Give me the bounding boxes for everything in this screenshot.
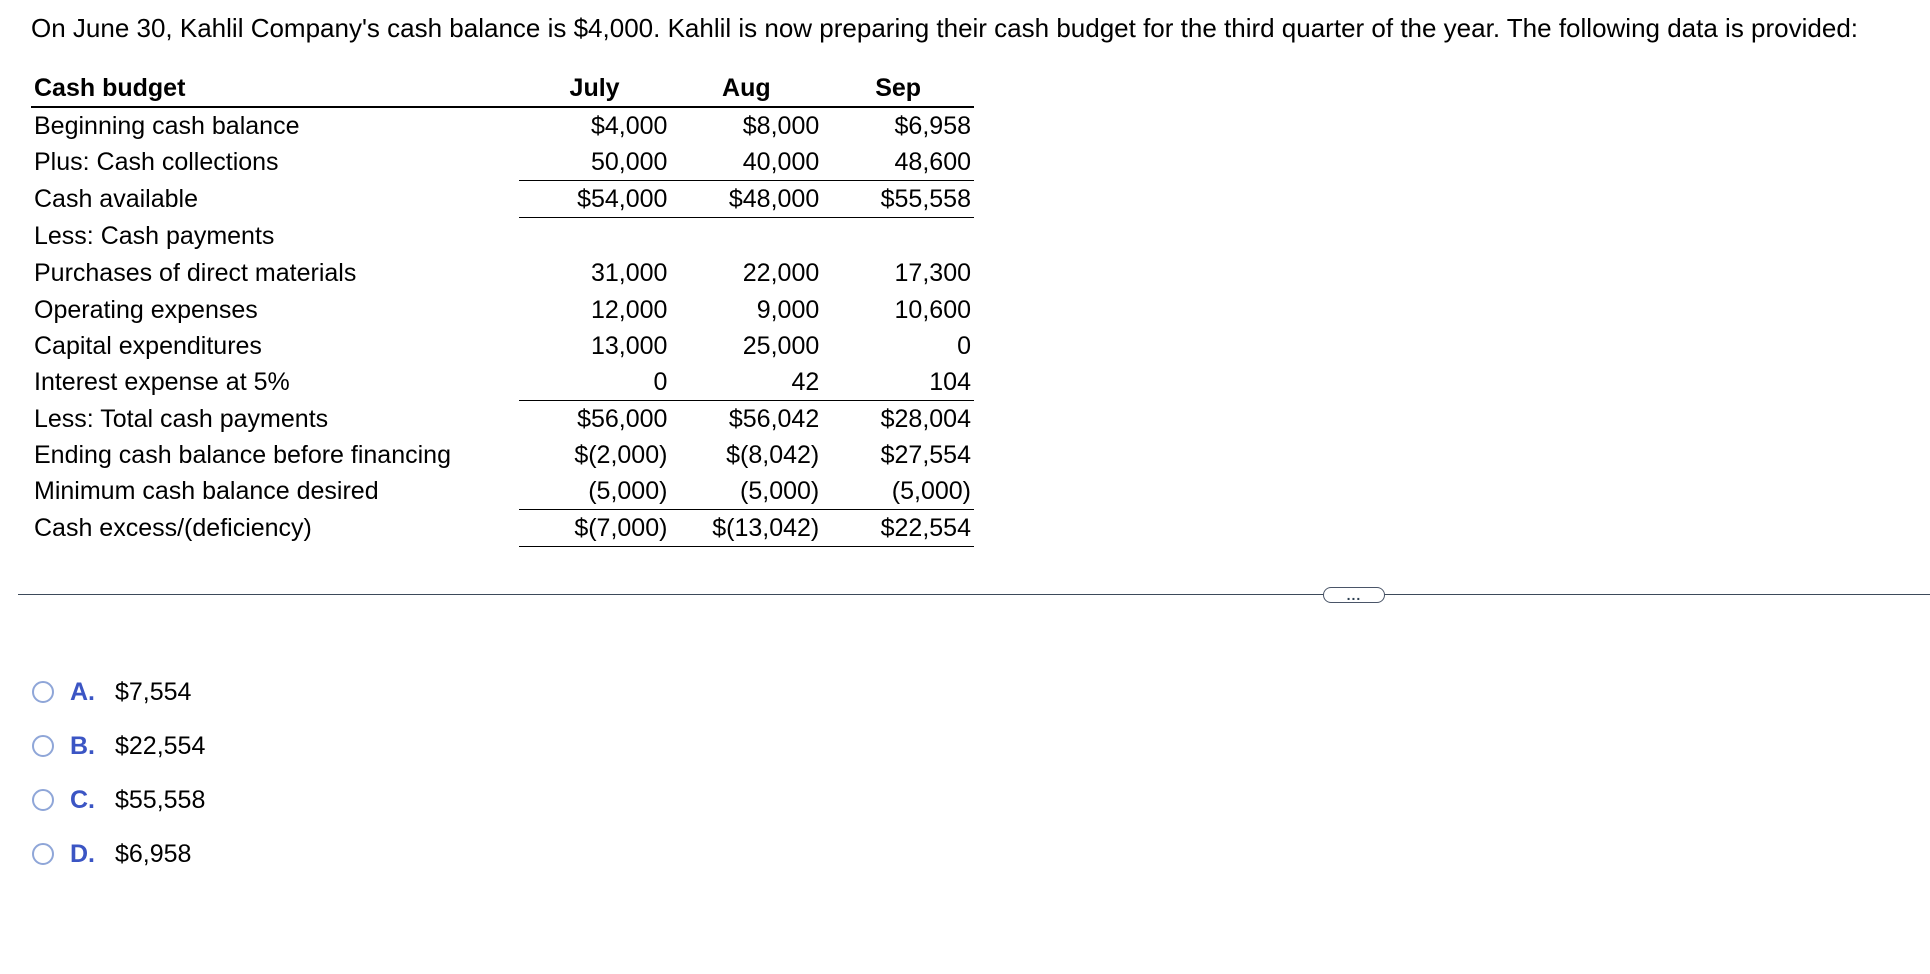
row-label: Cash excess/(deficiency) [34, 514, 312, 542]
option-text: $22,554 [115, 731, 206, 760]
cell-value: $4,000 [590, 112, 668, 140]
cell-value [822, 218, 974, 255]
cell-value: $22,554 [822, 510, 974, 547]
row-label: Plus: Cash collections [34, 148, 279, 177]
cell-value: 10,600 [894, 296, 971, 324]
cell-value: $56,000 [519, 401, 671, 438]
option-letter: C. [70, 785, 95, 814]
table-row [31, 292, 974, 328]
cell-value: $(8,042) [726, 441, 820, 469]
cell-value: $48,000 [670, 181, 822, 218]
row-label: Interest expense at 5% [34, 368, 290, 397]
table-row [31, 401, 974, 438]
row-label: Minimum cash balance desired [34, 477, 379, 506]
option-letter: B. [70, 731, 95, 760]
table-row [31, 144, 974, 181]
row-label: Ending cash balance before financing [34, 441, 451, 469]
radio-button-icon[interactable] [32, 735, 54, 757]
cell-value: $56,042 [670, 401, 822, 438]
cell-value: $(7,000) [519, 510, 671, 547]
cell-value: 22,000 [742, 259, 820, 287]
radio-button-icon[interactable] [32, 681, 54, 703]
column-header-aug: Aug [670, 70, 822, 107]
answer-options [32, 665, 205, 881]
option-b[interactable] [32, 719, 205, 773]
table-header-row [31, 70, 974, 107]
cell-value: (5,000) [740, 477, 820, 505]
table-row [31, 328, 974, 364]
cell-value: 48,600 [894, 148, 971, 176]
cell-value: 25,000 [742, 332, 820, 360]
option-letter: D. [70, 839, 95, 868]
cell-value [670, 218, 822, 255]
cell-value: $6,958 [894, 112, 971, 140]
cell-value: (5,000) [891, 477, 971, 505]
cash-budget-table [31, 70, 974, 547]
cell-value: $28,004 [822, 401, 974, 438]
expand-more-button[interactable]: ... [1323, 587, 1385, 603]
cell-value: 12,000 [590, 296, 668, 324]
table-row [31, 181, 974, 218]
column-header-july: July [519, 70, 671, 107]
section-divider [18, 594, 1930, 595]
cell-value: 0 [653, 368, 668, 396]
cell-value: $54,000 [519, 181, 671, 218]
radio-button-icon[interactable] [32, 789, 54, 811]
option-text: $7,554 [115, 677, 192, 706]
option-c[interactable] [32, 773, 205, 827]
cell-value: 31,000 [590, 259, 668, 287]
cell-value: 17,300 [894, 259, 971, 287]
cell-value: 9,000 [756, 296, 820, 324]
cell-value: $55,558 [822, 181, 974, 218]
option-text: $6,958 [115, 839, 192, 868]
cell-value: $(13,042) [670, 510, 822, 547]
cell-value: 40,000 [742, 148, 820, 176]
question-text: On June 30, Kahlil Company's cash balance is $4,000. Kahlil is now preparing their cash budget for the third quarter of the year. The following data is provided: [31, 13, 1859, 43]
cell-value: 13,000 [590, 332, 668, 360]
option-d[interactable] [32, 827, 205, 881]
table-row [31, 364, 974, 401]
row-label: Operating expenses [34, 296, 258, 324]
option-letter: A. [70, 677, 95, 706]
column-header-sep: Sep [822, 70, 974, 107]
cell-value: 104 [929, 368, 971, 396]
option-a[interactable] [32, 665, 205, 719]
table-row [31, 218, 974, 255]
table-row [31, 437, 974, 473]
row-label: Capital expenditures [34, 332, 262, 360]
row-label: Purchases of direct materials [34, 259, 357, 287]
cell-value: $27,554 [880, 441, 971, 469]
table-title: Cash budget [31, 70, 519, 107]
cell-value: 0 [957, 332, 971, 360]
row-label: Less: Total cash payments [34, 404, 329, 433]
row-label: Beginning cash balance [34, 112, 300, 140]
row-label: Cash available [34, 185, 198, 213]
cell-value: 50,000 [590, 148, 668, 176]
option-text: $55,558 [115, 785, 206, 814]
row-label: Less: Cash payments [34, 221, 275, 250]
cell-value: $8,000 [742, 112, 820, 140]
radio-button-icon[interactable] [32, 843, 54, 865]
table-row [31, 254, 974, 292]
cell-value: $(2,000) [574, 441, 668, 469]
cell-value: (5,000) [588, 477, 668, 505]
table-row [31, 473, 974, 510]
cell-value [519, 218, 671, 255]
cell-value: 42 [791, 368, 820, 396]
table-row [31, 107, 974, 144]
table-row [31, 510, 974, 547]
